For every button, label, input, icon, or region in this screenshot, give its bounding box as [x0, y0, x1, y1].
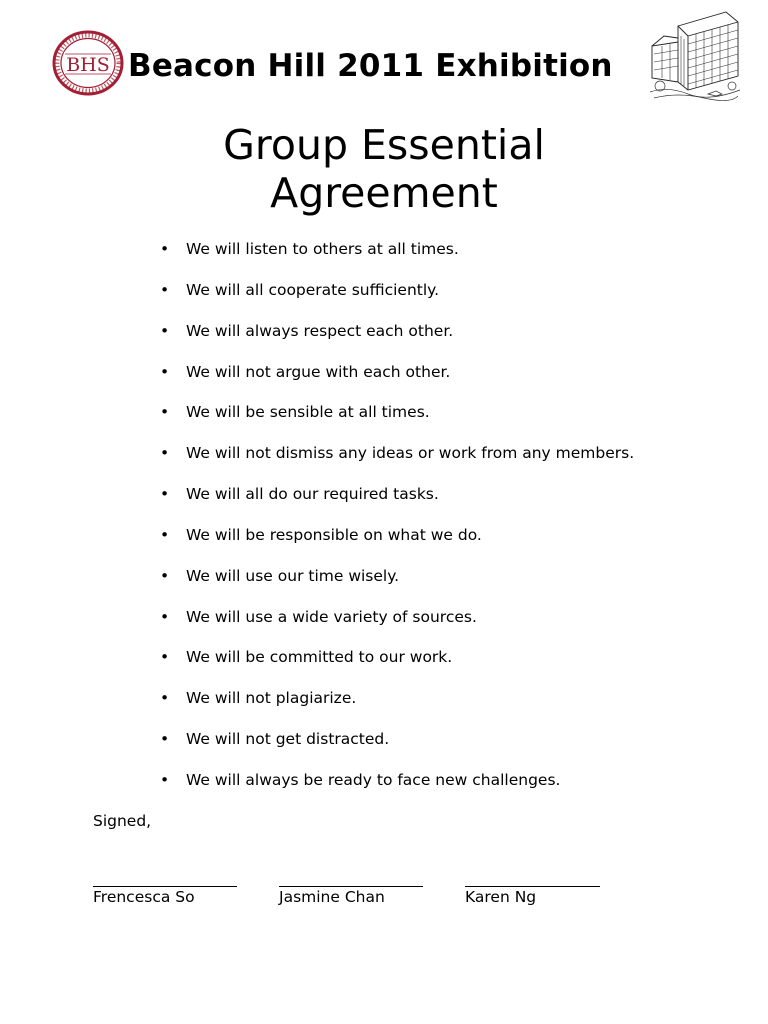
bullet-icon: • — [160, 240, 170, 258]
agreement-item-text: We will listen to others at all times. — [186, 240, 459, 258]
agreement-item-text: We will not dismiss any ideas or work from any members. — [186, 444, 635, 463]
bullet-icon: • — [160, 770, 170, 789]
agreement-item-text: We will use a wide variety of sources. — [186, 607, 477, 626]
school-logo — [52, 30, 124, 96]
signature-block-2 — [279, 868, 423, 908]
bullet-icon: • — [160, 321, 170, 340]
agreement-item-text: We will be committed to our work. — [186, 648, 453, 667]
building-sketch-image — [648, 6, 742, 102]
bullet-icon: • — [160, 280, 170, 299]
bullet-icon: • — [160, 648, 170, 667]
signatory-name: Karen Ng — [465, 888, 537, 906]
document-title-line-1: Group Essential — [223, 121, 545, 169]
agreement-item-text: We will not get distracted. — [186, 730, 390, 749]
signed-label: Signed, — [93, 812, 152, 830]
signature-line — [93, 868, 237, 887]
exhibition-title: Beacon Hill 2011 Exhibition — [128, 48, 613, 84]
bullet-icon: • — [160, 525, 170, 544]
bullet-icon: • — [160, 485, 170, 504]
bullet-icon: • — [160, 566, 170, 585]
agreement-item-text: We will always respect each other. — [186, 321, 454, 340]
bullet-icon: • — [160, 362, 170, 381]
signature-line — [465, 868, 600, 887]
agreement-item-text: We will always be ready to face new challenges. — [186, 770, 561, 789]
bullet-icon: • — [160, 730, 170, 749]
agreement-item-text: We will not argue with each other. — [186, 362, 451, 381]
bullet-icon: • — [160, 607, 170, 626]
agreement-item-text: We will not plagiarize. — [186, 689, 357, 708]
agreement-item-text: We will use our time wisely. — [186, 566, 400, 585]
signatory-name: Frencesca So — [93, 888, 195, 906]
document-title — [134, 121, 634, 217]
agreement-item-text: We will be sensible at all times. — [186, 403, 430, 422]
agreement-item-text: We will be responsible on what we do. — [186, 525, 482, 544]
bullet-icon: • — [160, 403, 170, 422]
document-title-line-2: Agreement — [270, 169, 498, 217]
agreement-item-text: We will all do our required tasks. — [186, 485, 439, 504]
bullet-icon: • — [160, 444, 170, 463]
signature-line — [279, 868, 423, 887]
signature-block-3 — [465, 868, 600, 908]
agreement-item-text: We will all cooperate sufficiently. — [186, 280, 440, 299]
logo-letters: BHS — [66, 54, 110, 76]
signatory-name: Jasmine Chan — [279, 888, 385, 906]
signature-block-1 — [93, 868, 237, 908]
bullet-icon: • — [160, 689, 170, 708]
